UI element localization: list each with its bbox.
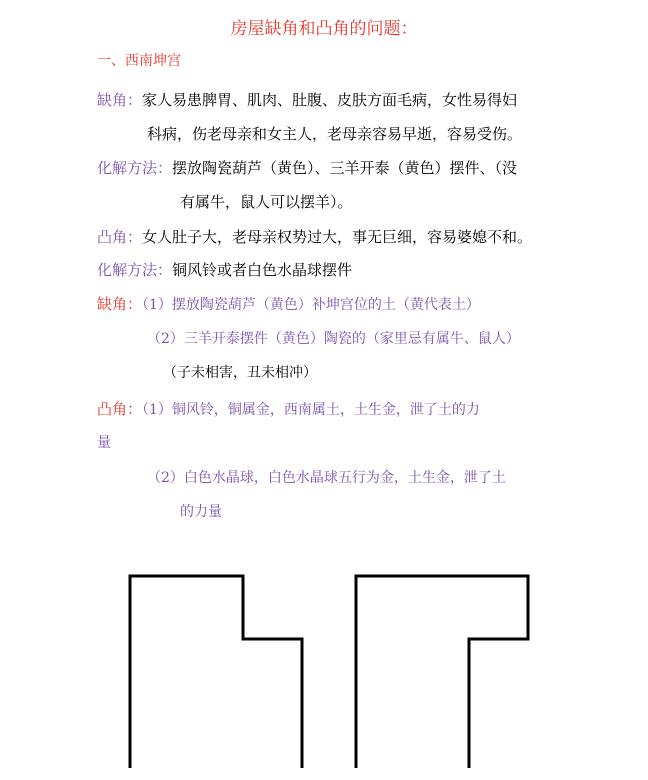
protruding-remedy-1 — [97, 399, 480, 420]
missing-corner-floorplan — [126, 572, 308, 772]
protruding-remedy-2-cont: 的力量 — [180, 504, 222, 520]
section-heading: 一、西南坤宫 — [97, 53, 181, 69]
remedy-text-2: 铜风铃或者白色水晶球摆件 — [172, 261, 353, 279]
missing-remedy-1 — [97, 294, 480, 315]
missing-remedy-note: （子未相害，丑未相冲） — [163, 365, 317, 381]
protruding-remedy-1-cont: 量 — [97, 435, 111, 451]
protruding-corner-label-2: 凸角： — [97, 400, 143, 418]
remedy-label-2: 化解方法： — [97, 261, 173, 279]
remedy-text: 摆放陶瓷葫芦（黄色）、三羊开泰（黄色）摆件、（没 — [172, 159, 518, 177]
remedy-text-cont: 有属牛，鼠人可以摆羊）。 — [180, 193, 353, 211]
protruding-corner-outline — [356, 576, 528, 768]
missing-corner-outline — [130, 576, 302, 768]
missing-remedy-2: （2）三羊开泰摆件（黄色）陶瓷的（家里忌有属牛、鼠人） — [147, 331, 520, 347]
missing-corner-text: 家人易患脾胃、肌肉、肚腹、皮肤方面毛病，女性易得妇 — [142, 91, 518, 109]
remedy-label: 化解方法： — [97, 159, 173, 177]
protruding-corner-floorplan — [352, 572, 534, 772]
remedy-protruding — [97, 260, 352, 280]
missing-corner-label: 缺角： — [97, 91, 143, 109]
protruding-remedy-2: （2）白色水晶球，白色水晶球五行为金，土生金，泄了土 — [147, 470, 506, 486]
page-title: 房屋缺角和凸角的问题： — [230, 19, 418, 39]
protruding-corner-effects — [97, 227, 532, 247]
missing-remedy-1-text: （1）摆放陶瓷葫芦（黄色）补坤宫位的土（黄代表土） — [142, 297, 480, 313]
protruding-remedy-1-text: （1）铜风铃，铜属金，西南属土，土生金，泄了土的力 — [142, 402, 480, 418]
protruding-corner-label: 凸角： — [97, 228, 143, 246]
missing-corner-text-cont: 科病，伤老母亲和女主人，老母亲容易早逝，容易受伤。 — [147, 125, 523, 143]
missing-corner-effects — [97, 90, 517, 110]
protruding-corner-text: 女人肚子大，老母亲权势过大，事无巨细，容易婆媳不和。 — [142, 228, 533, 246]
missing-corner-label-2: 缺角： — [97, 295, 143, 313]
remedy-missing — [97, 158, 517, 178]
